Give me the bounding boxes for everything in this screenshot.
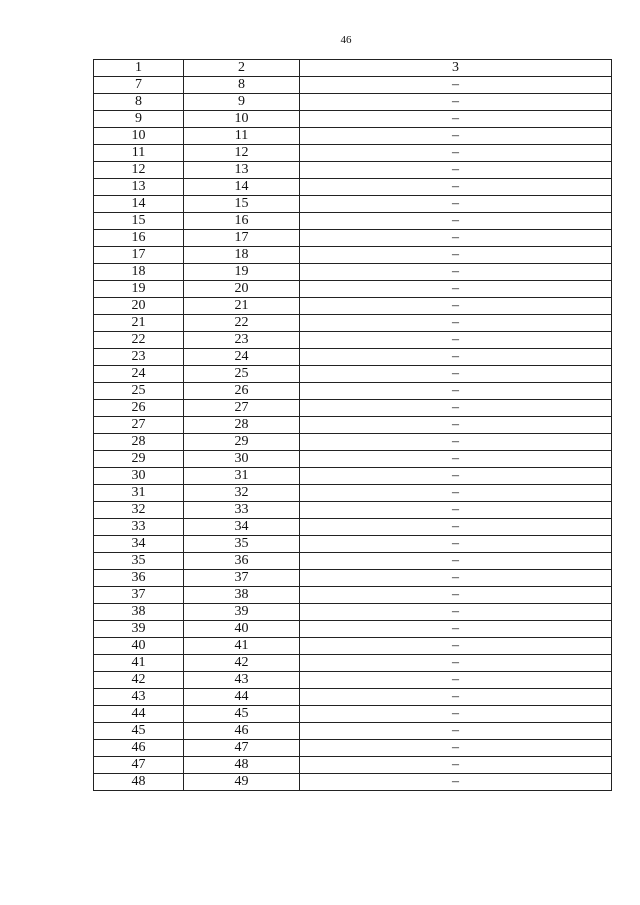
table-cell-col-2: 39 [184,604,300,621]
table-row [94,196,612,213]
table-cell-col-3: – [300,723,612,740]
table-cell-col-2: 44 [184,689,300,706]
table-cell-col-2: 34 [184,519,300,536]
table-cell-col-3: – [300,706,612,723]
table-cell-col-2: 42 [184,655,300,672]
table-cell-col-1: 44 [94,706,184,723]
table-cell-col-3: – [300,655,612,672]
table-cell-col-1: 21 [94,315,184,332]
table-cell-col-1: 23 [94,349,184,366]
table-cell-col-1: 24 [94,366,184,383]
table-cell-col-3: – [300,638,612,655]
table-cell-col-2: 41 [184,638,300,655]
table-cell-col-1: 13 [94,179,184,196]
table-cell-col-3: – [300,774,612,791]
table-cell-col-1: 31 [94,485,184,502]
table-cell-col-3: – [300,570,612,587]
table-cell-col-3: – [300,604,612,621]
page-number: 46 [340,34,352,46]
table-cell-col-2: 12 [184,145,300,162]
table-cell-col-1: 27 [94,417,184,434]
table-cell-col-3: – [300,298,612,315]
table-cell-col-1: 10 [94,128,184,145]
table-cell-col-2: 24 [184,349,300,366]
table-cell-col-3: – [300,553,612,570]
table-row [94,672,612,689]
table-row [94,383,612,400]
table-body [94,60,612,791]
table-cell-col-3: – [300,740,612,757]
table-cell-col-3: – [300,485,612,502]
table-cell-col-1: 43 [94,689,184,706]
table-row [94,298,612,315]
table-cell-col-2: 25 [184,366,300,383]
table-row [94,434,612,451]
table-cell-col-2: 18 [184,247,300,264]
table-row [94,519,612,536]
table-cell-col-3: – [300,451,612,468]
table-cell-col-1: 22 [94,332,184,349]
table-row [94,638,612,655]
table-cell-col-1: 12 [94,162,184,179]
table-cell-col-1: 25 [94,383,184,400]
table-cell-col-3: – [300,332,612,349]
table-cell-col-1: 28 [94,434,184,451]
table-cell-col-2: 43 [184,672,300,689]
column-header-2: 2 [184,60,300,77]
table-cell-col-1: 42 [94,672,184,689]
table-cell-col-3: – [300,434,612,451]
table-cell-col-3: – [300,281,612,298]
table-cell-col-1: 9 [94,111,184,128]
table-cell-col-2: 22 [184,315,300,332]
table-row [94,179,612,196]
table-cell-col-3: – [300,247,612,264]
table-row [94,553,612,570]
table-cell-col-3: – [300,400,612,417]
table-row [94,723,612,740]
table-cell-col-2: 46 [184,723,300,740]
table-header-row [94,60,612,77]
table-cell-col-2: 48 [184,757,300,774]
table-cell-col-1: 38 [94,604,184,621]
table-cell-col-1: 37 [94,587,184,604]
table-cell-col-3: – [300,536,612,553]
table-row [94,706,612,723]
table-cell-col-1: 47 [94,757,184,774]
table-row [94,621,612,638]
table-cell-col-3: – [300,502,612,519]
table-row [94,77,612,94]
table-cell-col-2: 14 [184,179,300,196]
table-row [94,332,612,349]
table-cell-col-3: – [300,111,612,128]
table-cell-col-2: 29 [184,434,300,451]
table-cell-col-2: 40 [184,621,300,638]
table-cell-col-1: 41 [94,655,184,672]
table-row [94,94,612,111]
table-cell-col-3: – [300,519,612,536]
table-cell-col-3: – [300,264,612,281]
table-row [94,230,612,247]
table-cell-col-2: 32 [184,485,300,502]
table-cell-col-3: – [300,230,612,247]
table-row [94,451,612,468]
table-row [94,502,612,519]
table-row [94,247,612,264]
table-cell-col-2: 16 [184,213,300,230]
table-row [94,689,612,706]
table-cell-col-2: 17 [184,230,300,247]
table-cell-col-1: 48 [94,774,184,791]
table-cell-col-1: 19 [94,281,184,298]
table-cell-col-1: 32 [94,502,184,519]
table-cell-col-1: 29 [94,451,184,468]
table-cell-col-3: – [300,757,612,774]
table-cell-col-1: 16 [94,230,184,247]
table-cell-col-2: 49 [184,774,300,791]
table-row [94,757,612,774]
table-cell-col-2: 15 [184,196,300,213]
table-row [94,349,612,366]
table-cell-col-2: 21 [184,298,300,315]
table-cell-col-1: 17 [94,247,184,264]
table-cell-col-2: 35 [184,536,300,553]
table-cell-col-2: 13 [184,162,300,179]
table-row [94,145,612,162]
table-row [94,128,612,145]
table-cell-col-2: 33 [184,502,300,519]
table-cell-col-3: – [300,587,612,604]
table-cell-col-3: – [300,621,612,638]
table-cell-col-3: – [300,672,612,689]
data-table [93,59,612,791]
table-cell-col-1: 33 [94,519,184,536]
table-cell-col-1: 11 [94,145,184,162]
table-cell-col-3: – [300,349,612,366]
table-cell-col-3: – [300,77,612,94]
table-cell-col-1: 7 [94,77,184,94]
table-cell-col-2: 31 [184,468,300,485]
table-cell-col-1: 15 [94,213,184,230]
table-cell-col-2: 26 [184,383,300,400]
table-cell-col-3: – [300,689,612,706]
table-cell-col-1: 20 [94,298,184,315]
table-row [94,417,612,434]
table-cell-col-3: – [300,315,612,332]
table-row [94,536,612,553]
table-row [94,570,612,587]
table-row [94,111,612,128]
table-cell-col-2: 9 [184,94,300,111]
table-cell-col-3: – [300,213,612,230]
table-row [94,264,612,281]
table-cell-col-3: – [300,196,612,213]
table-cell-col-1: 14 [94,196,184,213]
table-row [94,740,612,757]
table-cell-col-2: 23 [184,332,300,349]
column-header-1: 1 [94,60,184,77]
table-row [94,281,612,298]
table-cell-col-2: 28 [184,417,300,434]
table-cell-col-1: 36 [94,570,184,587]
table-cell-col-1: 39 [94,621,184,638]
table-row [94,485,612,502]
table-cell-col-2: 20 [184,281,300,298]
table-row [94,162,612,179]
table-cell-col-2: 47 [184,740,300,757]
table-cell-col-1: 40 [94,638,184,655]
table-cell-col-1: 30 [94,468,184,485]
table-cell-col-1: 34 [94,536,184,553]
table-cell-col-3: – [300,383,612,400]
table-cell-col-2: 37 [184,570,300,587]
table-cell-col-3: – [300,94,612,111]
table-row [94,604,612,621]
table-cell-col-3: – [300,468,612,485]
table-cell-col-2: 27 [184,400,300,417]
table-row [94,315,612,332]
table-cell-col-3: – [300,162,612,179]
table-cell-col-2: 36 [184,553,300,570]
table-row [94,400,612,417]
table-cell-col-1: 8 [94,94,184,111]
table-cell-col-2: 30 [184,451,300,468]
table-row [94,655,612,672]
table-cell-col-3: – [300,417,612,434]
table-cell-col-2: 10 [184,111,300,128]
table-row [94,587,612,604]
table-cell-col-1: 18 [94,264,184,281]
table-cell-col-2: 11 [184,128,300,145]
table-row [94,774,612,791]
table-cell-col-3: – [300,366,612,383]
table-cell-col-2: 45 [184,706,300,723]
column-header-3: 3 [300,60,612,77]
table-row [94,468,612,485]
table-cell-col-1: 35 [94,553,184,570]
table-row [94,213,612,230]
table-row [94,366,612,383]
table-cell-col-3: – [300,145,612,162]
table-cell-col-3: – [300,179,612,196]
table-cell-col-1: 46 [94,740,184,757]
table-cell-col-2: 38 [184,587,300,604]
table-cell-col-1: 26 [94,400,184,417]
table-cell-col-2: 19 [184,264,300,281]
table-cell-col-2: 8 [184,77,300,94]
table-cell-col-1: 45 [94,723,184,740]
table-cell-col-3: – [300,128,612,145]
